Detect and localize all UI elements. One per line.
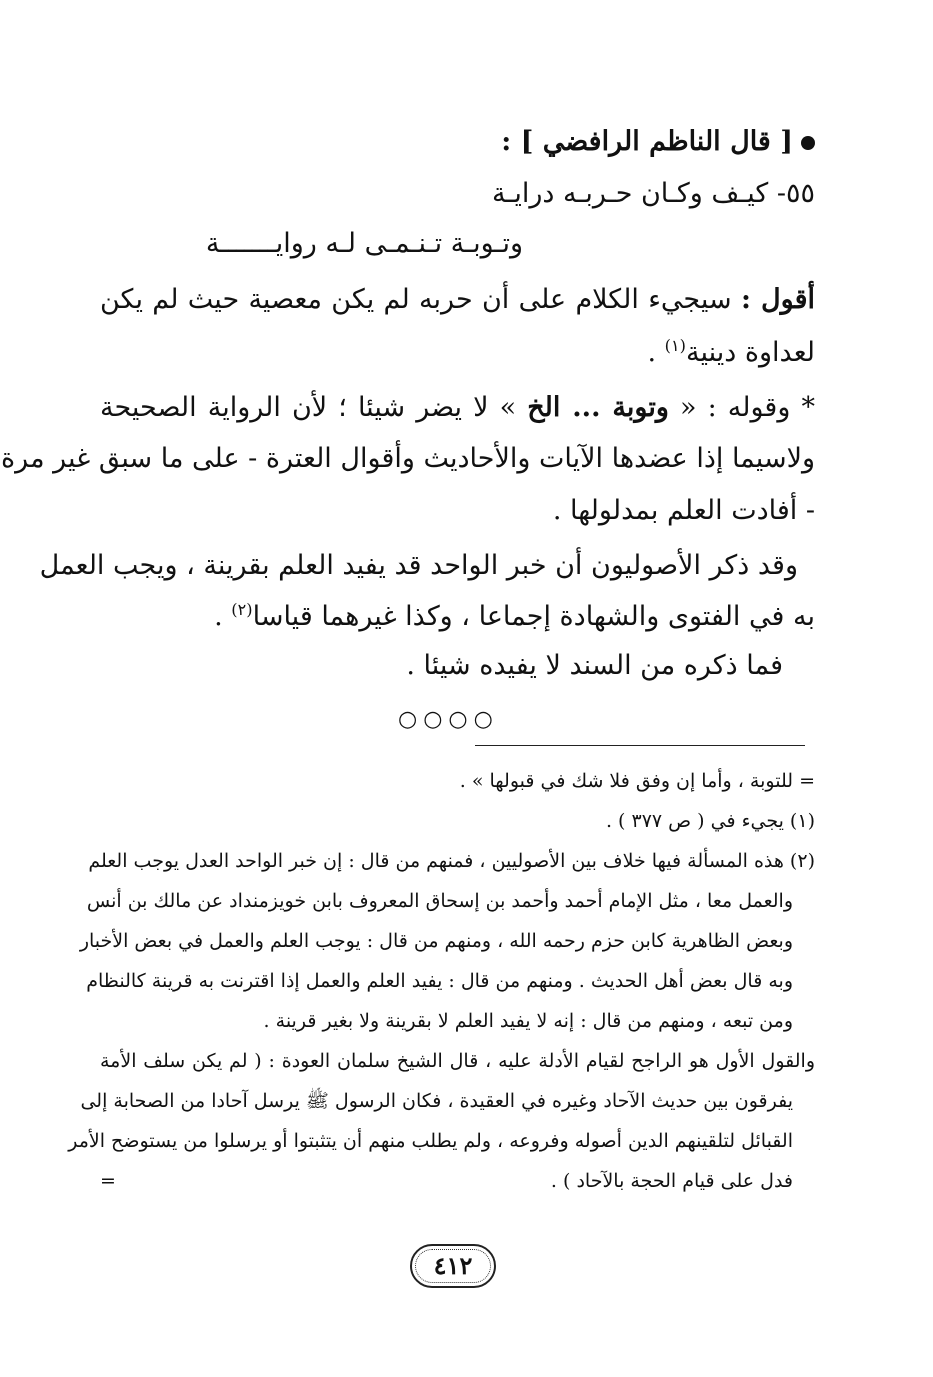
footnote-2-line: فدل على قيام الحجة بالآحاد ) . <box>550 1170 793 1192</box>
bullet-icon <box>801 136 815 150</box>
footnote-2-line: ومن تبعه ، ومنهم من قال : إنه لا يفيد العلم لا بقرينة ولا بغير قرينة . <box>263 1010 793 1032</box>
footnote-2-line: والقول الأول هو الراجح لقيام الأدلة عليه ، قال الشيخ سلمان العودة : ( لم يكن سلف الأمة <box>100 1050 815 1072</box>
paragraph-1-line-1: أقول : سيجيء الكلام على أن حربه لم يكن معصية حيث لم يكن <box>100 284 816 315</box>
page-number: ٤١٢ <box>410 1244 496 1288</box>
footnote-2-line: وبه قال بعض أهل الحديث . ومنهم من قال : يفيد العلم والعمل إذا اقترنت به قرينة كالنظام <box>86 970 793 992</box>
paragraph-1-line-2: لعداوة دينية$^{(١)}$ . <box>647 336 815 368</box>
footnote-2-line: والعمل معا ، مثل الإمام أحمد وأحمد بن إسحاق المعروف بابن خويزمنداد عن مالك بن أنس <box>86 890 793 912</box>
paragraph-4: فما ذكره من السند لا يفيده شيئا . <box>406 650 783 681</box>
footnote-2-line: وبعض الظاهرية كابن حزم رحمه الله ، ومنهم من قال : يوجب العلم والعمل في بعض الأخبار <box>79 930 793 952</box>
footnote-1: (١) يجيء في ( ص ٣٧٧ ) . <box>605 810 815 832</box>
quoted-phrase: وتوبة ... الخ <box>527 392 669 423</box>
footnote-continuation: = للتوبة ، وأما إن وفق فلا شك في قبولها » . <box>459 770 815 792</box>
aqul-label: أقول : <box>740 284 816 315</box>
paragraph-2-line-3: - أفادت العلم بمدلولها . <box>552 495 815 526</box>
verse-number: ٥٥- <box>776 178 815 209</box>
verse-first-hemistich <box>100 178 815 210</box>
footnote-rule <box>475 745 805 746</box>
continues-mark: = <box>100 1170 116 1192</box>
footnote-2-line: (٢) هذه المسألة فيها خلاف بين الأصوليين ، فمنهم من قال : إن خبر الواحد العدل يوجب العلم <box>88 850 815 872</box>
verse-text-1: كيـف وكـان حـربـه درايـة <box>491 178 769 209</box>
paragraph-2-line-2: ولاسيما إذا عضدها الآيات والأحاديث وأقوال العترة - على ما سبق غير مرة <box>1 443 815 474</box>
section-separator: ○○○○ <box>398 707 499 732</box>
paragraph-3-line-2: به في الفتوى والشهادة إجماعا ، وكذا غيرهما قياسا$^{(٢)}$ . <box>214 600 815 632</box>
poem-heading: [ قال الناظم الرافضي ] : <box>100 126 815 158</box>
footnote-ref-2: (٢) <box>231 600 253 619</box>
footnote-2-line: يفرقون بين حديث الآحاد وغيره في العقيدة ، فكان الرسول ﷺ يرسل آحادا من الصحابة إلى <box>80 1090 793 1112</box>
paragraph-2-line-1: * وقوله : « وتوبة ... الخ » لا يضر شيئا ؛ لأن الرواية الصحيحة <box>100 392 815 423</box>
verse-second-hemistich: وتـوبـة تـنـمـى لـه روايـــــــة <box>205 228 523 259</box>
paragraph-3-line-1: وقد ذكر الأصوليون أن خبر الواحد قد يفيد العلم بقرينة ، ويجب العمل <box>39 550 798 581</box>
footnote-ref-1: (١) <box>664 336 686 355</box>
footnote-2-line: القبائل لتلقينهم الدين أصوله وفروعه ، ولم يطلب منهم أن يتثبتوا أو يرسلوا من يستوضح الأمر <box>68 1130 793 1152</box>
